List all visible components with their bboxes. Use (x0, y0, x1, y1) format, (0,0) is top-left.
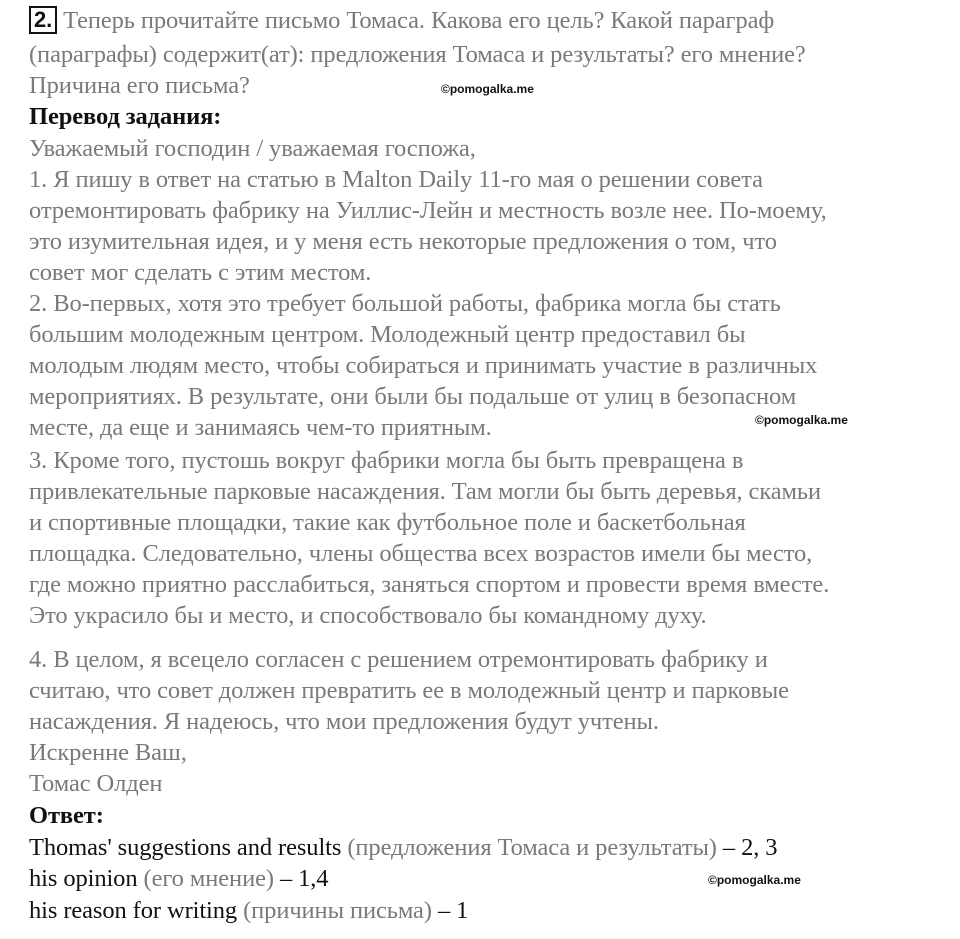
watermark: ©pomogalka.me (755, 413, 848, 427)
task-line-3: Причина его письма? (29, 72, 250, 99)
letter-line: 4. В целом, я всецело согласен с решением отремонтировать фабрику и (29, 646, 768, 673)
answer-value: – 2, 3 (722, 834, 778, 861)
answer-label-ru: (его мнение) (143, 865, 274, 892)
letter-line: это изумительная идея, и у меня есть некоторые предложения о том, что (29, 228, 777, 255)
letter-line: где можно приятно расслабиться, заняться спортом и провести время вместе. (29, 571, 830, 598)
letter-line: совет мог сделать с этим местом. (29, 259, 372, 286)
letter-closing: Искренне Ваш, (29, 739, 187, 766)
letter-line: 1. Я пишу в ответ на статью в Malton Daily 11-го мая о решении совета (29, 166, 763, 193)
letter-line: большим молодежным центром. Молодежный центр предоставил бы (29, 321, 746, 348)
answer-value: – 1 (437, 897, 469, 924)
watermark: ©pomogalka.me (441, 82, 534, 96)
answer-row (29, 833, 777, 863)
task-text: Теперь прочитайте письмо Томаса. Какова его цель? Какой параграф (63, 7, 775, 34)
translation-heading: Перевод задания: (29, 103, 222, 130)
answer-row (29, 864, 328, 894)
letter-line: площадка. Следовательно, члены общества всех возрастов имели бы место, (29, 540, 813, 567)
letter-line: и спортивные площадки, такие как футбольное поле и баскетбольная (29, 509, 746, 536)
answer-label-en: his reason for writing (29, 897, 238, 924)
answer-heading: Ответ: (29, 802, 104, 829)
letter-signature: Томас Олден (29, 770, 163, 797)
letter-line: 3. Кроме того, пустошь вокруг фабрики могла бы быть превращена в (29, 447, 744, 474)
answer-label-en: his opinion (29, 865, 138, 892)
watermark: ©pomogalka.me (708, 873, 801, 887)
task-number: 2. (29, 6, 57, 34)
letter-line: мероприятиях. В результате, они были бы подальше от улиц в безопасном (29, 383, 797, 410)
letter-line: Уважаемый господин / уважаемая госпожа, (29, 135, 476, 162)
letter-line: 2. Во-первых, хотя это требует большой работы, фабрика могла бы стать (29, 290, 781, 317)
answer-value: – 1,4 (279, 865, 329, 892)
answer-label-ru: (предложения Томаса и результаты) (347, 834, 717, 861)
answer-label-ru: (причины письма) (243, 897, 432, 924)
letter-line: отремонтировать фабрику на Уиллис-Лейн и местность возле нее. По-моему, (29, 197, 827, 224)
answer-label-en: Thomas' suggestions and results (29, 834, 342, 861)
letter-line: Это украсило бы и место, и способствовало бы командному духу. (29, 602, 707, 629)
letter-line: привлекательные парковые насаждения. Там могли бы быть деревья, скамьи (29, 478, 822, 505)
task-line-1 (29, 6, 774, 36)
task-line-2: (параграфы) содержит(ат): предложения Томаса и результаты? его мнение? (29, 41, 806, 68)
letter-line: считаю, что совет должен превратить ее в молодежный центр и парковые (29, 677, 789, 704)
letter-line: месте, да еще и занимаясь чем-то приятным. (29, 414, 492, 441)
letter-line: молодым людям место, чтобы собираться и принимать участие в различных (29, 352, 818, 379)
letter-line: насаждения. Я надеюсь, что мои предложения будут учтены. (29, 708, 659, 735)
answer-row (29, 896, 468, 926)
